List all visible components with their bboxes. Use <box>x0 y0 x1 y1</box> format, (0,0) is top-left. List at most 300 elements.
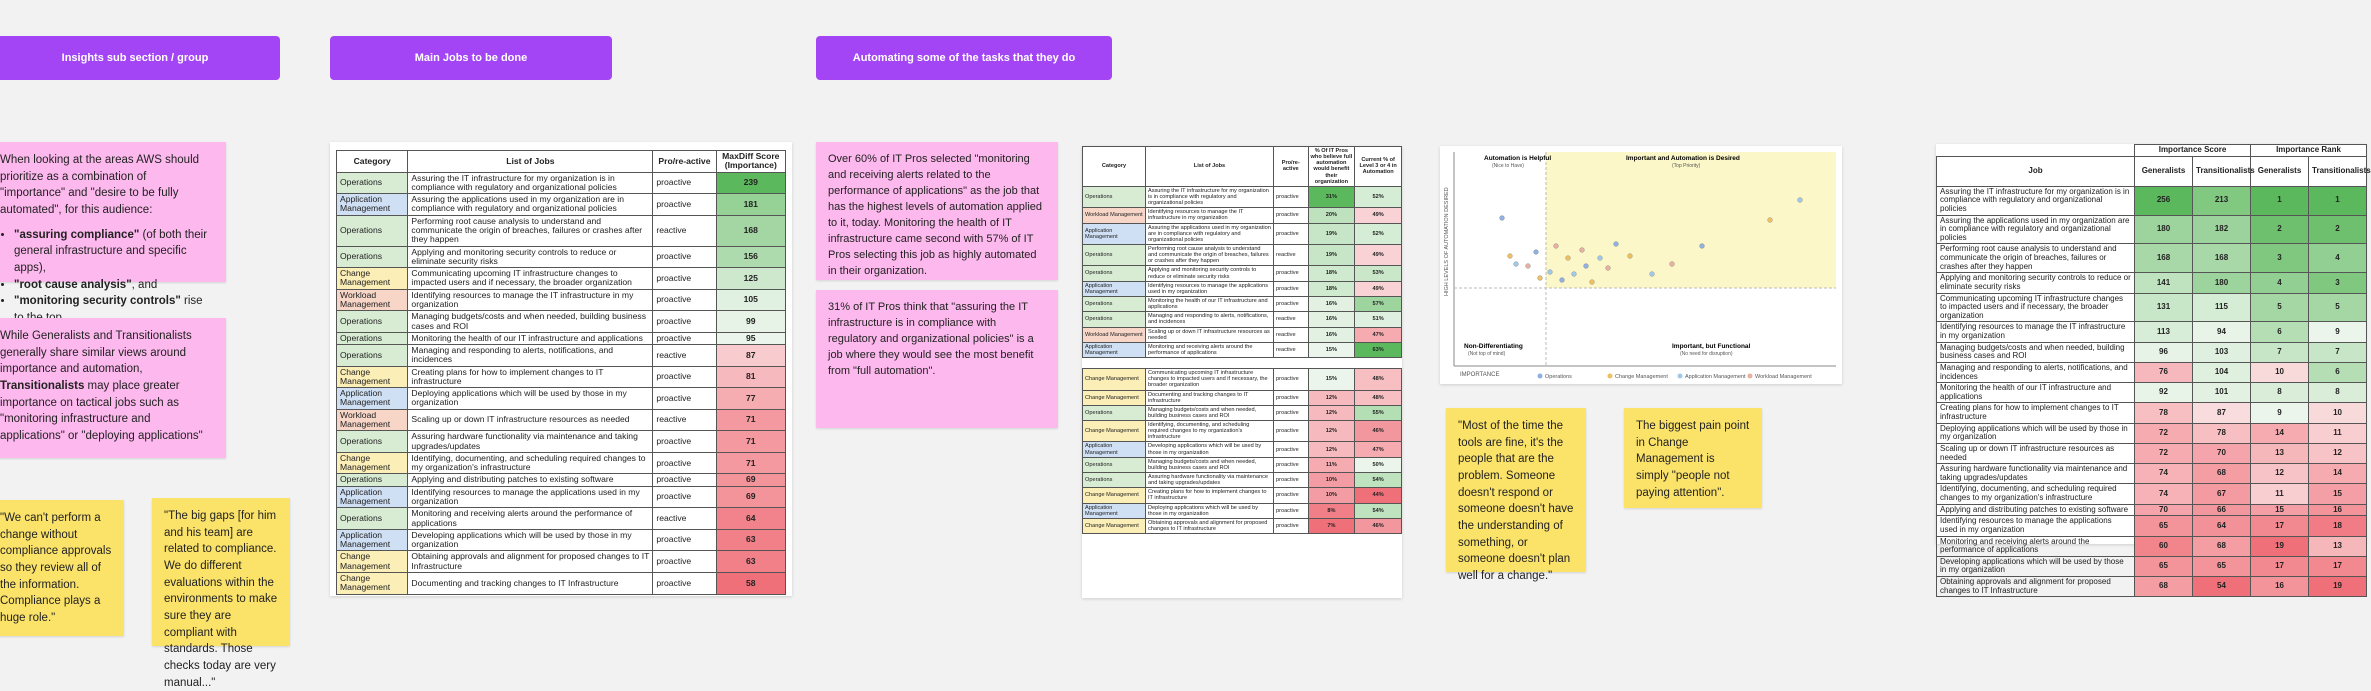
pro-reactive-cell: proactive <box>653 486 716 508</box>
pro-reactive-cell: proactive <box>653 452 716 474</box>
score-cell: 63 <box>716 551 785 573</box>
transitionalists-score-cell: 87 <box>2193 403 2251 423</box>
transitionalists-rank-cell: 12 <box>2309 443 2367 463</box>
table-row <box>337 172 786 194</box>
current-level-cell: 47% <box>1355 442 1402 457</box>
table-row <box>1083 518 1402 533</box>
table-row <box>337 572 786 594</box>
full-automation-cell: 11% <box>1308 457 1355 472</box>
category-cell: Workload Management <box>1083 327 1146 342</box>
quadrant-tl-title: Automation is Helpful <box>1484 155 1552 162</box>
col-header-jobs: List of Jobs <box>1145 147 1273 187</box>
table-group-header-row <box>1937 145 2367 157</box>
pro-reactive-cell: proactive <box>1273 442 1308 457</box>
col-header-maxdiff: MaxDiff Score (Importance) <box>716 151 785 173</box>
current-level-cell: 51% <box>1355 312 1402 327</box>
table-row <box>1083 369 1402 390</box>
table-header-row <box>1937 156 2367 186</box>
generalists-rank-cell: 19 <box>2251 536 2309 556</box>
category-cell: Operations <box>337 172 408 194</box>
category-cell: Change Management <box>1083 518 1146 533</box>
generalists-rank-cell: 4 <box>2251 273 2309 293</box>
transitionalists-rank-cell: 13 <box>2309 536 2367 556</box>
current-level-cell: 54% <box>1355 503 1402 518</box>
table-row <box>1937 536 2367 556</box>
automation-note-compliance <box>816 290 1058 428</box>
full-automation-cell: 10% <box>1308 488 1355 503</box>
category-cell: Operations <box>337 215 408 246</box>
quadrant-point <box>1508 254 1513 259</box>
job-cell: Communicating upcoming IT infrastructure changes to impacted users and if necessary, the broader organization <box>408 268 653 290</box>
job-cell: Identifying resources to manage the applications used in my organization <box>1937 516 2135 536</box>
quote-note-people-problem <box>1446 408 1586 583</box>
full-automation-cell: 12% <box>1308 405 1355 420</box>
generalists-rank-cell: 9 <box>2251 403 2309 423</box>
table-row <box>1083 442 1402 457</box>
category-cell: Workload Management <box>1083 208 1146 223</box>
table-row <box>1937 423 2367 443</box>
table-row <box>1937 484 2367 504</box>
table-row <box>1937 322 2367 342</box>
automation-note-monitoring <box>816 142 1058 280</box>
full-automation-cell: 31% <box>1308 186 1355 207</box>
category-cell: Operations <box>337 246 408 268</box>
table-row <box>337 289 786 311</box>
insight2-bold: Transitionalists <box>0 380 85 393</box>
table-row <box>1083 405 1402 420</box>
bullet-rest: (of both their general infrastructure and specific apps), <box>14 228 208 275</box>
table-row <box>1083 327 1402 342</box>
table-header-row <box>337 151 786 173</box>
col-header-pro-reactive: Pro/re-active <box>1273 147 1308 187</box>
job-cell: Communicating upcoming IT infrastructure changes to impacted users and if necessary, the broader organization <box>1145 369 1273 390</box>
quadrant-point <box>1538 276 1543 281</box>
current-level-cell: 48% <box>1355 390 1402 405</box>
quadrant-point <box>1614 242 1619 247</box>
generalists-score-cell: 60 <box>2135 536 2193 556</box>
generalists-rank-cell: 1 <box>2251 186 2309 215</box>
quadrant-point <box>1606 266 1611 271</box>
job-cell: Developing applications which will be used by those in my organization <box>1937 556 2135 576</box>
legend-swatch <box>1538 374 1543 379</box>
score-cell: 239 <box>716 172 785 194</box>
table-row <box>337 366 786 388</box>
job-cell: Deploying applications which will be used by those in my organization <box>1937 423 2135 443</box>
generalists-rank-cell: 7 <box>2251 342 2309 362</box>
category-cell: Operations <box>337 508 408 530</box>
table-row <box>1937 556 2367 576</box>
category-cell: Operations <box>1083 457 1146 472</box>
bullet-bold: "monitoring security controls" <box>14 295 181 308</box>
category-cell: Application Management <box>337 486 408 508</box>
generalists-score-cell: 65 <box>2135 516 2193 536</box>
transitionalists-score-cell: 54 <box>2193 577 2251 597</box>
category-cell: Application Management <box>1083 223 1146 244</box>
quadrant-tr-subtitle: (Top Priority) <box>1672 163 1701 169</box>
pro-reactive-cell: proactive <box>1273 405 1308 420</box>
table-row <box>1937 504 2367 516</box>
transitionalists-rank-cell: 15 <box>2309 484 2367 504</box>
table-row <box>337 246 786 268</box>
pro-reactive-cell: proactive <box>1273 488 1308 503</box>
quadrant-point <box>1548 270 1553 275</box>
transitionalists-rank-cell: 16 <box>2309 504 2367 516</box>
transitionalists-rank-cell: 10 <box>2309 403 2367 423</box>
job-cell: Assuring hardware functionality via maintenance and taking upgrades/updates <box>408 431 653 453</box>
quote4-text: The biggest pain point in Change Management is simply "people not paying attention". <box>1636 420 1750 499</box>
generalists-score-cell: 96 <box>2135 342 2193 362</box>
table-row <box>1083 186 1402 207</box>
job-cell: Monitoring the health of our IT infrastructure and applications <box>1145 296 1273 311</box>
quadrant-point <box>1590 280 1595 285</box>
job-cell: Managing and responding to alerts, notifications, and incidences <box>1145 312 1273 327</box>
score-cell: 58 <box>716 572 785 594</box>
job-cell: Documenting and tracking changes to IT infrastructure <box>1145 390 1273 405</box>
y-axis-label: HIGH LEVELS OF AUTOMATION DESIRED <box>1444 187 1450 296</box>
table-row <box>337 508 786 530</box>
category-cell: Application Management <box>1083 503 1146 518</box>
job-cell: Managing budgets/costs and when needed, building business cases and ROI <box>408 311 653 333</box>
insight2-text-c: may place greater importance on tactical jobs such as "monitoring infrastructure and applications" or "deploying applications" <box>0 380 203 443</box>
quadrant-point <box>1500 216 1505 221</box>
generalists-rank-cell: 11 <box>2251 484 2309 504</box>
insight-bullet-list <box>0 227 214 327</box>
score-cell: 71 <box>716 452 785 474</box>
quote-note-compliance-approvals <box>0 500 124 636</box>
category-cell: Operations <box>337 474 408 486</box>
table-row <box>1083 266 1402 281</box>
table-row <box>1937 383 2367 403</box>
table-row <box>1937 186 2367 215</box>
table-row <box>337 194 786 216</box>
job-cell: Assuring the IT infrastructure for my organization is in compliance with regulatory and organizational policies <box>408 172 653 194</box>
score-cell: 125 <box>716 268 785 290</box>
category-cell: Workload Management <box>337 409 408 431</box>
quote3-text: "Most of the time the tools are fine, it's the people that are the problem. Someone doesn't respond or someone doesn't have the understanding of something, or someone doesn't plan well for a change." <box>1458 420 1574 583</box>
generalists-score-cell: 70 <box>2135 504 2193 516</box>
job-cell: Performing root cause analysis to understand and communicate the origin of breaches, failures or crashes after they happen <box>1937 244 2135 273</box>
transitionalists-rank-cell: 8 <box>2309 383 2367 403</box>
generalists-score-cell: 131 <box>2135 293 2193 322</box>
table-row <box>1937 293 2367 322</box>
job-cell: Documenting and tracking changes to IT Infrastructure <box>408 572 653 594</box>
generalists-rank-cell: 16 <box>2251 577 2309 597</box>
pro-reactive-cell: reactive <box>1273 244 1308 265</box>
table-row <box>337 311 786 333</box>
job-cell: Deploying applications which will be used by those in my organization <box>1145 503 1273 518</box>
job-cell: Scaling up or down IT infrastructure resources as needed <box>408 409 653 431</box>
x-axis-label: IMPORTANCE <box>1460 372 1500 378</box>
table-row <box>1937 362 2367 382</box>
current-level-cell: 55% <box>1355 405 1402 420</box>
job-cell: Identifying resources to manage the applications used in my organization <box>408 486 653 508</box>
job-cell: Assuring the IT infrastructure for my organization is in compliance with regulatory and organizational policies <box>1145 186 1273 207</box>
col-header-generalists: Generalists <box>2135 156 2193 186</box>
transitionalists-score-cell: 168 <box>2193 244 2251 273</box>
full-automation-cell: 18% <box>1308 281 1355 296</box>
table-row <box>1083 421 1402 442</box>
full-automation-cell: 12% <box>1308 390 1355 405</box>
col-header-transitionalists-rank: Transitionalists <box>2309 156 2367 186</box>
full-automation-cell: 16% <box>1308 296 1355 311</box>
job-cell: Scaling up or down IT infrastructure resources as needed <box>1145 327 1273 342</box>
quote-note-change-pain-point <box>1624 408 1762 508</box>
quote2-text: "The big gaps [for him and his team] are related to compliance. We do different evaluations within the environments to make sure they are compliant with standards. Those checks today are very manual..." <box>164 510 278 689</box>
generalists-score-cell: 72 <box>2135 443 2193 463</box>
table-row <box>337 345 786 367</box>
job-cell: Performing root cause analysis to understand and communicate the origin of breaches, failures or crashes after they happen <box>1145 244 1273 265</box>
legend-swatch <box>1748 374 1753 379</box>
category-cell: Change Management <box>1083 488 1146 503</box>
score-cell: 64 <box>716 508 785 530</box>
pro-reactive-cell: proactive <box>653 431 716 453</box>
full-automation-cell: 20% <box>1308 208 1355 223</box>
pro-reactive-cell: proactive <box>653 268 716 290</box>
full-automation-cell: 18% <box>1308 266 1355 281</box>
col-header-transitionalists: Transitionalists <box>2193 156 2251 186</box>
transitionalists-rank-cell: 7 <box>2309 342 2367 362</box>
transitionalists-score-cell: 65 <box>2193 556 2251 576</box>
pro-reactive-cell: proactive <box>653 332 716 344</box>
transitionalists-score-cell: 68 <box>2193 536 2251 556</box>
col-header-pro-reactive: Pro/re-active <box>653 151 716 173</box>
quadrant-point <box>1598 256 1603 261</box>
table-row <box>337 215 786 246</box>
transitionalists-score-cell: 78 <box>2193 423 2251 443</box>
job-cell: Scaling up or down IT infrastructure resources as needed <box>1937 443 2135 463</box>
generalists-score-cell: 72 <box>2135 423 2193 443</box>
category-cell: Change Management <box>337 268 408 290</box>
category-cell: Operations <box>1083 266 1146 281</box>
job-cell: Managing and responding to alerts, notifications, and incidences <box>408 345 653 367</box>
job-cell: Identifying resources to manage the IT infrastructure in my organization <box>408 289 653 311</box>
full-automation-cell: 19% <box>1308 223 1355 244</box>
bullet-bold: "assuring compliance" <box>14 228 140 241</box>
generalists-rank-cell: 3 <box>2251 244 2309 273</box>
pro-reactive-cell: proactive <box>653 388 716 410</box>
transitionalists-score-cell: 213 <box>2193 186 2251 215</box>
quote1-text: "We can't perform a change without compliance approvals so they review all of the information. Compliance plays a huge role." <box>0 512 112 625</box>
current-level-cell: 52% <box>1355 223 1402 244</box>
pro-reactive-cell: proactive <box>1273 281 1308 296</box>
pro-reactive-cell: proactive <box>1273 266 1308 281</box>
table-row <box>337 332 786 344</box>
category-cell: Operations <box>337 431 408 453</box>
job-cell: Identifying, documenting, and scheduling required changes to my organization's infrastructure <box>408 452 653 474</box>
table-row <box>337 551 786 573</box>
current-level-cell: 57% <box>1355 296 1402 311</box>
quadrant-point <box>1798 198 1803 203</box>
quadrant-point <box>1526 264 1531 269</box>
current-level-cell: 46% <box>1355 421 1402 442</box>
category-cell: Application Management <box>1083 442 1146 457</box>
transitionalists-score-cell: 103 <box>2193 342 2251 362</box>
table-row <box>1937 443 2367 463</box>
score-cell: 105 <box>716 289 785 311</box>
job-cell: Assuring the applications used in my organization are in compliance with regulatory and organizational policies <box>1937 215 2135 244</box>
table-row <box>337 431 786 453</box>
category-cell: Application Management <box>337 388 408 410</box>
pro-reactive-cell: proactive <box>1273 473 1308 488</box>
importance-automation-quadrant <box>1440 146 1842 384</box>
pro-reactive-cell: proactive <box>1273 390 1308 405</box>
transitionalists-score-cell: 94 <box>2193 322 2251 342</box>
table-row <box>1083 342 1402 357</box>
generalists-score-cell: 92 <box>2135 383 2193 403</box>
auto2-text: 31% of IT Pros think that "assuring the IT infrastructure is in compliance with regulatory and organizational policies" is a job where they would see the most benefit from "full automation". <box>828 301 1034 377</box>
score-cell: 156 <box>716 246 785 268</box>
job-cell: Performing root cause analysis to understand and communicate the origin of breaches, failures or crashes after they happen <box>408 215 653 246</box>
header-automating: Automating some of the tasks that they do <box>816 36 1112 80</box>
transitionalists-rank-cell: 17 <box>2309 556 2367 576</box>
generalists-score-cell: 68 <box>2135 577 2193 597</box>
col-header-job: Job <box>1937 156 2135 186</box>
generalists-score-cell: 74 <box>2135 484 2193 504</box>
quadrant-point <box>1514 262 1519 267</box>
main-jobs-table <box>336 150 786 595</box>
pro-reactive-cell: proactive <box>1273 518 1308 533</box>
generalists-score-cell: 141 <box>2135 273 2193 293</box>
automation-table-a <box>1082 146 1402 358</box>
category-cell: Application Management <box>1083 281 1146 296</box>
insight-note-priorities <box>0 142 226 308</box>
job-cell: Applying and monitoring security controls to reduce or eliminate security risks <box>1937 273 2135 293</box>
pro-reactive-cell: proactive <box>1273 369 1308 390</box>
category-cell: Application Management <box>1083 342 1146 357</box>
score-cell: 77 <box>716 388 785 410</box>
header-main-jobs: Main Jobs to be done <box>330 36 612 80</box>
table-row <box>1083 296 1402 311</box>
job-cell: Obtaining approvals and alignment for proposed changes to IT Infrastructure <box>408 551 653 573</box>
job-cell: Assuring hardware functionality via maintenance and taking upgrades/updates <box>1145 473 1273 488</box>
score-cell: 99 <box>716 311 785 333</box>
table-row <box>1083 457 1402 472</box>
pro-reactive-cell: proactive <box>653 366 716 388</box>
insight-intro-text: When looking at the areas AWS should prioritize as a combination of "importance" and "desire to be fully automated", for this audience: <box>0 154 200 217</box>
quadrant-point <box>1650 272 1655 277</box>
transitionalists-score-cell: 70 <box>2193 443 2251 463</box>
score-cell: 69 <box>716 486 785 508</box>
transitionalists-rank-cell: 19 <box>2309 577 2367 597</box>
current-level-cell: 48% <box>1355 369 1402 390</box>
job-cell: Obtaining approvals and alignment for proposed changes to IT infrastructure <box>1145 518 1273 533</box>
pro-reactive-cell: proactive <box>653 172 716 194</box>
table-row <box>1937 577 2367 597</box>
full-automation-cell: 19% <box>1308 244 1355 265</box>
full-automation-cell: 8% <box>1308 503 1355 518</box>
table-row <box>1083 390 1402 405</box>
table-row <box>1937 403 2367 423</box>
quadrant-point <box>1700 244 1705 249</box>
col-header-category: Category <box>1083 147 1146 187</box>
insight2-text-a: While Generalists and Transitionalists generally share similar views around importance and automation, <box>0 330 192 376</box>
col-header-full-automation: % Of IT Pros who believe full automation would benefit their organization <box>1308 147 1355 187</box>
quadrant-point <box>1580 248 1585 253</box>
table-row <box>1937 215 2367 244</box>
category-cell: Change Management <box>337 366 408 388</box>
generalists-rank-cell: 17 <box>2251 556 2309 576</box>
job-cell: Communicating upcoming IT infrastructure changes to impacted users and if necessary, the broader organization <box>1937 293 2135 322</box>
job-cell: Creating plans for how to implement changes to IT infrastructure <box>408 366 653 388</box>
current-level-cell: 44% <box>1355 488 1402 503</box>
table-row <box>1937 516 2367 536</box>
job-cell: Applying and monitoring security controls to reduce or eliminate security risks <box>1145 266 1273 281</box>
full-automation-cell: 12% <box>1308 442 1355 457</box>
quadrant-point <box>1554 244 1559 249</box>
pro-reactive-cell: proactive <box>653 572 716 594</box>
job-cell: Assuring the applications used in my organization are in compliance with regulatory and organizational policies <box>1145 223 1273 244</box>
current-level-cell: 46% <box>1355 518 1402 533</box>
table-row <box>1937 244 2367 273</box>
current-level-cell: 52% <box>1355 186 1402 207</box>
group-header-importance-score: Importance Score <box>2135 145 2251 157</box>
pro-reactive-cell: proactive <box>1273 296 1308 311</box>
score-cell: 95 <box>716 332 785 344</box>
job-cell: Monitoring and receiving alerts around the performance of applications <box>1145 342 1273 357</box>
table-row <box>337 268 786 290</box>
col-header-current-level: Current % of Level 3 or 4 in Automation <box>1355 147 1402 187</box>
quadrant-point <box>1768 218 1773 223</box>
table-row <box>1083 503 1402 518</box>
header-insights: Insights sub section / group <box>0 36 280 80</box>
quadrant-svg <box>1440 146 1842 384</box>
automation-table-b <box>1082 368 1402 534</box>
table-row <box>337 486 786 508</box>
table-header-row <box>1083 147 1402 187</box>
table-row <box>1083 281 1402 296</box>
table-row <box>1083 223 1402 244</box>
pro-reactive-cell: reactive <box>653 345 716 367</box>
generalists-score-cell: 74 <box>2135 464 2193 484</box>
quadrant-tr-title: Important and Automation is Desired <box>1626 155 1740 162</box>
transitionalists-score-cell: 67 <box>2193 484 2251 504</box>
transitionalists-rank-cell: 6 <box>2309 362 2367 382</box>
pro-reactive-cell: reactive <box>653 409 716 431</box>
pro-reactive-cell: proactive <box>1273 208 1308 223</box>
transitionalists-rank-cell: 18 <box>2309 516 2367 536</box>
main-jobs-table-panel <box>330 142 792 596</box>
category-cell: Workload Management <box>337 289 408 311</box>
category-cell: Operations <box>1083 405 1146 420</box>
job-cell: Identifying resources to manage the IT infrastructure in my organization <box>1145 208 1273 223</box>
category-cell: Operations <box>337 345 408 367</box>
transitionalists-score-cell: 68 <box>2193 464 2251 484</box>
table-row <box>1083 488 1402 503</box>
job-cell: Creating plans for how to implement changes to IT infrastructure <box>1937 403 2135 423</box>
job-cell: Monitoring and receiving alerts around the performance of applications <box>1937 536 2135 556</box>
pro-reactive-cell: proactive <box>653 246 716 268</box>
category-cell: Change Management <box>1083 421 1146 442</box>
job-cell: Applying and distributing patches to existing software <box>408 474 653 486</box>
score-cell: 168 <box>716 215 785 246</box>
full-automation-cell: 16% <box>1308 327 1355 342</box>
legend-swatch <box>1678 374 1683 379</box>
current-level-cell: 49% <box>1355 244 1402 265</box>
full-automation-cell: 15% <box>1308 369 1355 390</box>
quadrant-point <box>1628 254 1633 259</box>
quadrant-point <box>1584 264 1589 269</box>
full-automation-cell: 10% <box>1308 473 1355 488</box>
full-automation-cell: 7% <box>1308 518 1355 533</box>
insight-note-transitionalists <box>0 318 226 458</box>
current-level-cell: 53% <box>1355 266 1402 281</box>
col-header-category: Category <box>337 151 408 173</box>
job-cell: Managing budgets/costs and when needed, building business cases and ROI <box>1145 457 1273 472</box>
pro-reactive-cell: reactive <box>1273 327 1308 342</box>
category-cell: Change Management <box>1083 390 1146 405</box>
job-cell: Assuring hardware functionality via maintenance and taking upgrades/updates <box>1937 464 2135 484</box>
insight-bullet <box>14 227 214 277</box>
